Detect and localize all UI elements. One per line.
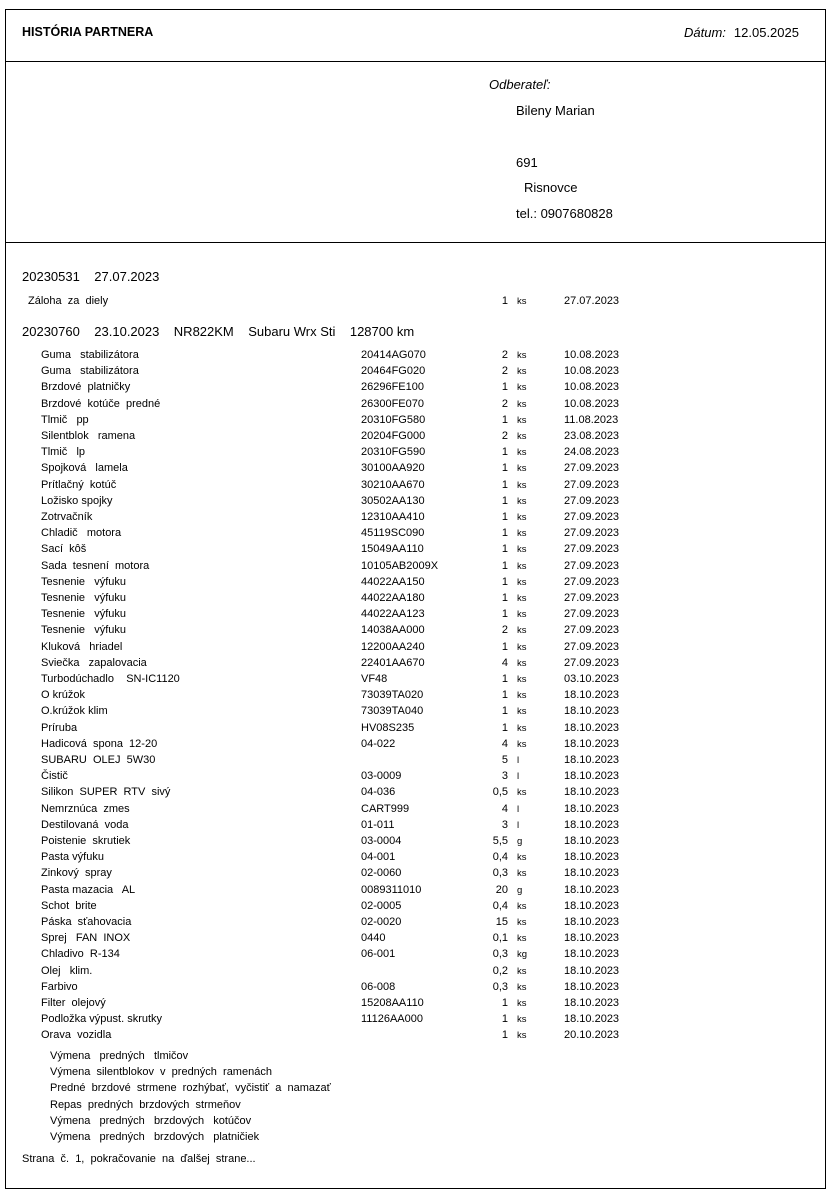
item-name: Silentblok ramena xyxy=(41,430,136,442)
item-qty: 1 xyxy=(501,721,508,734)
item-unit: ks xyxy=(517,1030,527,1042)
item-code: 10105AB2009X xyxy=(361,559,439,572)
date-label: Dátum: xyxy=(684,25,726,40)
item-unit: ks xyxy=(517,965,527,977)
item-date: 23.08.2023 xyxy=(564,430,620,442)
note-line: Výmena predných brzdových kotúčov xyxy=(50,1114,252,1127)
item-code: 03-0004 xyxy=(361,835,402,847)
item-qty: 1 xyxy=(501,1029,508,1042)
item-unit: ks xyxy=(517,512,527,523)
item-unit: l xyxy=(517,803,520,815)
item-code: 30210AA670 xyxy=(361,478,425,491)
item-qty: 1 xyxy=(501,462,508,475)
item-date: 27.09.2023 xyxy=(564,494,620,507)
item-code: 04-036 xyxy=(361,786,396,799)
item-code: 20414AG070 xyxy=(361,349,426,361)
item-code: 02-0060 xyxy=(361,867,402,880)
item-code: 20204FG000 xyxy=(361,430,426,442)
item-date: 18.10.2023 xyxy=(564,964,620,977)
item-date: 18.10.2023 xyxy=(564,818,620,831)
item-date: 18.10.2023 xyxy=(564,737,620,750)
table-row xyxy=(0,705,840,721)
item-date: 18.10.2023 xyxy=(564,980,620,993)
item-code: 26296FE100 xyxy=(361,381,424,394)
item-name: Páska sťahovacia xyxy=(41,916,132,928)
item-qty: 4 xyxy=(501,802,508,815)
item-date: 18.10.2023 xyxy=(564,851,620,864)
table-row xyxy=(0,641,840,657)
table-row xyxy=(0,462,840,478)
table-row xyxy=(0,1013,840,1029)
item-code: 06-001 xyxy=(361,948,396,961)
item-name: Filter olejový xyxy=(41,997,106,1009)
table-row xyxy=(0,965,840,981)
item-unit: ks xyxy=(517,382,527,394)
item-qty: 4 xyxy=(501,737,508,750)
item-code: 30502AA130 xyxy=(361,494,425,507)
table-row xyxy=(0,592,840,608)
item-code: 02-0020 xyxy=(361,916,402,928)
item-qty: 1 xyxy=(501,997,508,1009)
item-name: Zinkový spray xyxy=(41,867,112,880)
item-qty: 2 xyxy=(501,365,508,378)
item-qty: 1 xyxy=(501,381,508,394)
note-line: Výmena predných brzdových platničiek xyxy=(50,1131,260,1143)
item-qty: 5,5 xyxy=(492,835,508,847)
item-qty: 5 xyxy=(501,754,508,766)
item-name: Guma stabilizátora xyxy=(41,349,139,361)
item-name: Brzdové platničky xyxy=(41,381,131,394)
item-qty: 0,1 xyxy=(492,932,508,945)
order-heading-2: 20230760 23.10.2023 NR822KM Subaru Wrx Sti 128700 km xyxy=(22,324,415,339)
item-name: Chladič motora xyxy=(41,527,122,540)
table-row xyxy=(0,900,840,916)
item-qty: 3 xyxy=(501,818,508,831)
item-unit: ks xyxy=(517,463,527,475)
table-row xyxy=(0,624,840,640)
report-date xyxy=(684,25,799,40)
item-unit: ks xyxy=(517,576,527,588)
item-code: 45119SC090 xyxy=(361,527,425,540)
item-date: 24.08.2023 xyxy=(564,446,620,459)
item-name: Tesnenie výfuku xyxy=(41,575,126,588)
item-date: 18.10.2023 xyxy=(564,948,620,961)
item-name: Tesnenie výfuku xyxy=(41,608,126,621)
table-row xyxy=(0,819,840,835)
item-qty: 2 xyxy=(501,349,508,361)
item-unit: ks xyxy=(517,495,527,507)
item-date: 27.09.2023 xyxy=(564,656,620,669)
item-code: 15049AA110 xyxy=(361,543,424,556)
item-code: 04-001 xyxy=(361,851,396,864)
item-unit: ks xyxy=(517,398,527,410)
item-name: Chladivo R-134 xyxy=(41,948,120,961)
item-date: 11.08.2023 xyxy=(564,413,619,426)
note-line: Výmena predných tlmičov xyxy=(50,1050,189,1062)
item-unit: g xyxy=(517,836,523,847)
table-row xyxy=(0,673,840,689)
item-qty: 1 xyxy=(501,446,508,459)
item-qty: 1 xyxy=(501,673,508,685)
item-name: Sprej FAN INOX xyxy=(41,932,131,945)
item-date: 18.10.2023 xyxy=(564,883,620,896)
item-name: Záloha za diely xyxy=(28,295,109,307)
table-row xyxy=(0,786,840,802)
item-unit: ks xyxy=(517,366,527,378)
header-divider xyxy=(5,61,826,62)
item-qty: 1 xyxy=(501,705,508,718)
item-name: Kluková hriadel xyxy=(41,640,123,653)
item-date: 27.09.2023 xyxy=(564,527,620,540)
item-date: 18.10.2023 xyxy=(564,835,620,847)
item-qty: 1 xyxy=(501,640,508,653)
item-name: Silikon SUPER RTV sivý xyxy=(41,786,171,799)
table-row xyxy=(0,981,840,997)
item-unit: ks xyxy=(517,1014,527,1026)
item-unit: ks xyxy=(517,933,527,945)
item-name: Brzdové kotúče predné xyxy=(41,397,161,410)
item-name: Olej klim. xyxy=(41,964,93,977)
item-name: Schot brite xyxy=(41,899,97,912)
table-row xyxy=(0,738,840,754)
table-row xyxy=(0,689,840,705)
item-name: Hadicová spona 12-20 xyxy=(41,737,158,750)
item-unit: ks xyxy=(517,560,527,572)
item-qty: 1 xyxy=(501,478,508,491)
customer-phone: tel.: 0907680828 xyxy=(516,206,613,221)
table-row xyxy=(0,803,840,819)
item-unit: ks xyxy=(517,479,527,491)
table-row xyxy=(0,851,840,867)
item-name: Pasta výfuku xyxy=(41,851,104,864)
item-code: VF48 xyxy=(361,673,388,685)
item-code: 11126AA000 xyxy=(361,1013,423,1026)
table-row xyxy=(0,916,840,932)
item-name: Farbivo xyxy=(41,980,78,993)
item-name: Guma stabilizátora xyxy=(41,365,139,378)
note-line: Repas predných brzdových strmeňov xyxy=(50,1098,241,1111)
item-name: Sviečka zapalovacia xyxy=(41,656,147,669)
item-name: Príruba xyxy=(41,721,78,734)
item-code: 04-022 xyxy=(361,737,396,750)
item-date: 10.08.2023 xyxy=(564,349,620,361)
item-qty: 1 xyxy=(501,543,508,556)
item-code: 02-0005 xyxy=(361,899,402,912)
table-row xyxy=(0,398,840,414)
table-row xyxy=(0,479,840,495)
item-unit: g xyxy=(517,884,523,896)
item-qty: 2 xyxy=(501,397,508,410)
item-name: Zotrvačník xyxy=(41,511,93,523)
item-name: Prítlačný kotúč xyxy=(41,478,117,491)
item-qty: 2 xyxy=(501,624,508,637)
table-row xyxy=(0,722,840,738)
item-code: CART999 xyxy=(361,802,410,815)
item-qty: 0,3 xyxy=(492,980,508,993)
item-date: 18.10.2023 xyxy=(564,770,620,783)
item-unit: ks xyxy=(517,868,527,880)
table-row xyxy=(0,948,840,964)
item-code: 03-0009 xyxy=(361,770,402,783)
item-unit: ks xyxy=(517,431,527,442)
item-unit: ks xyxy=(517,528,527,540)
item-code: 44022AA123 xyxy=(361,608,425,621)
table-row xyxy=(0,884,840,900)
table-row xyxy=(0,560,840,576)
note-line: Predné brzdové strmene rozhýbať, vyčistiť a namazať xyxy=(50,1082,331,1095)
item-qty: 0,2 xyxy=(492,964,508,977)
table-row xyxy=(0,527,840,543)
item-name: Ložisko spojky xyxy=(41,494,113,507)
item-qty: 1 xyxy=(501,689,508,702)
item-code: 01-011 xyxy=(361,818,395,831)
item-code: 26300FE070 xyxy=(361,397,424,410)
item-name: Nemrznúca zmes xyxy=(41,802,130,815)
item-qty: 1 xyxy=(501,413,508,426)
item-qty: 3 xyxy=(501,770,508,783)
item-unit: ks xyxy=(517,787,527,799)
table-row xyxy=(0,414,840,430)
item-code: 73039TA020 xyxy=(361,689,424,702)
item-date: 10.08.2023 xyxy=(564,365,620,378)
item-code: 15208AA110 xyxy=(361,997,424,1009)
item-date: 18.10.2023 xyxy=(564,786,620,799)
item-date: 03.10.2023 xyxy=(564,673,620,685)
item-qty: 4 xyxy=(501,656,508,669)
item-qty: 1 xyxy=(501,511,508,523)
item-unit: ks xyxy=(517,657,527,669)
item-unit: ks xyxy=(517,641,527,653)
item-unit: ks xyxy=(517,900,527,912)
item-unit: l xyxy=(517,771,520,783)
item-qty: 15 xyxy=(495,916,508,928)
table-row xyxy=(0,295,840,311)
item-date: 27.09.2023 xyxy=(564,559,620,572)
item-qty: 1 xyxy=(501,295,508,307)
table-row xyxy=(0,511,840,527)
item-name: Sada tesnení motora xyxy=(41,559,150,572)
item-date: 18.10.2023 xyxy=(564,899,620,912)
item-date: 27.09.2023 xyxy=(564,478,620,491)
item-name: O krúžok xyxy=(41,689,86,702)
item-date: 27.09.2023 xyxy=(564,592,620,604)
item-code: 0440 xyxy=(361,932,386,945)
item-unit: ks xyxy=(517,447,527,459)
order-heading-1: 20230531 27.07.2023 xyxy=(22,269,160,284)
table-row xyxy=(0,867,840,883)
item-unit: l xyxy=(517,819,520,831)
table-row xyxy=(0,495,840,511)
table-row xyxy=(0,1029,840,1045)
item-date: 18.10.2023 xyxy=(564,721,620,734)
item-code: 20464FG020 xyxy=(361,365,426,378)
item-qty: 1 xyxy=(501,592,508,604)
item-code: 06-008 xyxy=(361,980,396,993)
item-date: 18.10.2023 xyxy=(564,802,620,815)
item-date: 18.10.2023 xyxy=(564,867,620,880)
item-name: Spojková lamela xyxy=(41,462,128,475)
item-unit: ks xyxy=(517,593,527,604)
item-qty: 0,3 xyxy=(492,867,508,880)
item-name: Podložka výpust. skrutky xyxy=(41,1013,163,1026)
item-qty: 2 xyxy=(501,430,508,442)
item-name: SUBARU OLEJ 5W30 xyxy=(41,754,156,766)
item-name: Turbodúchadlo SN-IC1120 xyxy=(41,673,180,685)
item-unit: ks xyxy=(517,722,527,734)
item-unit: ks xyxy=(517,625,527,637)
item-qty: 1 xyxy=(501,559,508,572)
table-row xyxy=(0,381,840,397)
item-date: 27.09.2023 xyxy=(564,511,620,523)
customer-divider xyxy=(5,242,826,243)
item-name: Sací kôš xyxy=(41,543,87,556)
item-date: 18.10.2023 xyxy=(564,1013,620,1026)
item-qty: 0,3 xyxy=(492,948,508,961)
item-code: 30100AA920 xyxy=(361,462,425,475)
item-qty: 0,5 xyxy=(492,786,508,799)
item-unit: ks xyxy=(517,852,527,864)
item-qty: 1 xyxy=(501,1013,508,1026)
customer-number: 691 xyxy=(516,155,538,170)
item-date: 27.09.2023 xyxy=(564,608,620,621)
item-date: 10.08.2023 xyxy=(564,397,620,410)
item-qty: 1 xyxy=(501,575,508,588)
item-name: Tesnenie výfuku xyxy=(41,592,126,604)
item-unit: ks xyxy=(517,674,527,685)
item-code: 20310FG580 xyxy=(361,413,426,426)
table-row xyxy=(0,754,840,770)
customer-city: Risnovce xyxy=(524,180,578,195)
item-date: 27.09.2023 xyxy=(564,462,620,475)
item-qty: 1 xyxy=(501,527,508,540)
item-unit: ks xyxy=(517,350,527,361)
table-row xyxy=(0,608,840,624)
item-name: Tesnenie výfuku xyxy=(41,624,126,637)
item-date: 27.07.2023 xyxy=(564,295,620,307)
item-date: 27.09.2023 xyxy=(564,624,620,637)
item-name: Tlmič pp xyxy=(41,413,89,426)
item-date: 18.10.2023 xyxy=(564,689,620,702)
item-date: 18.10.2023 xyxy=(564,705,620,718)
customer-name: Bileny Marian xyxy=(516,103,595,118)
item-unit: ks xyxy=(517,690,527,702)
table-row xyxy=(0,657,840,673)
item-name: Orava vozidla xyxy=(41,1029,112,1042)
item-unit: ks xyxy=(517,738,527,750)
table-row xyxy=(0,543,840,559)
item-unit: ks xyxy=(517,706,527,718)
item-code: 12200AA240 xyxy=(361,640,425,653)
item-code: 44022AA180 xyxy=(361,592,425,604)
date-value: 12.05.2025 xyxy=(733,25,799,40)
item-name: Pasta mazacia AL xyxy=(41,883,136,896)
item-date: 20.10.2023 xyxy=(564,1029,620,1042)
customer-label: Odberateľ: xyxy=(489,77,551,92)
item-unit: ks xyxy=(517,998,527,1009)
item-unit: ks xyxy=(517,544,527,556)
table-row xyxy=(0,365,840,381)
table-row xyxy=(0,770,840,786)
item-date: 27.09.2023 xyxy=(564,575,620,588)
item-unit: l xyxy=(517,755,520,766)
item-unit: ks xyxy=(517,917,527,928)
item-code: 12310AA410 xyxy=(361,511,425,523)
item-date: 18.10.2023 xyxy=(564,932,620,945)
item-code: 14038AA000 xyxy=(361,624,425,637)
item-date: 18.10.2023 xyxy=(564,997,620,1009)
item-code: HV08S235 xyxy=(361,721,415,734)
item-unit: ks xyxy=(517,981,527,993)
table-row xyxy=(0,835,840,851)
item-date: 10.08.2023 xyxy=(564,381,620,394)
item-unit: kg xyxy=(517,949,528,961)
item-name: Poistenie skrutiek xyxy=(41,835,131,847)
table-row xyxy=(0,932,840,948)
page-footer: Strana č. 1, pokračovanie na ďalšej strane... xyxy=(22,1153,256,1165)
item-name: Čistič xyxy=(41,770,68,783)
item-name: Tlmič lp xyxy=(41,446,85,459)
table-row xyxy=(0,446,840,462)
item-qty: 0,4 xyxy=(492,851,508,864)
item-qty: 20 xyxy=(495,883,508,896)
table-row xyxy=(0,997,840,1013)
item-unit: ks xyxy=(517,296,527,307)
item-qty: 1 xyxy=(501,608,508,621)
table-row xyxy=(0,576,840,592)
item-qty: 1 xyxy=(501,494,508,507)
item-date: 18.10.2023 xyxy=(564,916,620,928)
item-unit: ks xyxy=(517,609,527,621)
item-date: 27.09.2023 xyxy=(564,640,620,653)
note-line: Výmena silentblokov v predných ramenách xyxy=(50,1066,272,1079)
item-name: Destilovaná voda xyxy=(41,818,129,831)
table-row xyxy=(0,349,840,365)
item-date: 18.10.2023 xyxy=(564,754,620,766)
page-title: HISTÓRIA PARTNERA xyxy=(22,25,154,39)
table-row xyxy=(0,430,840,446)
item-code: 73039TA040 xyxy=(361,705,424,718)
item-date: 27.09.2023 xyxy=(564,543,620,556)
item-code: 22401AA670 xyxy=(361,656,425,669)
item-code: 20310FG590 xyxy=(361,446,426,459)
item-code: 44022AA150 xyxy=(361,575,425,588)
item-code: 0089311010 xyxy=(361,883,422,896)
item-qty: 0,4 xyxy=(492,899,508,912)
item-name: O.krúžok klim xyxy=(41,705,108,718)
item-unit: ks xyxy=(517,414,527,426)
